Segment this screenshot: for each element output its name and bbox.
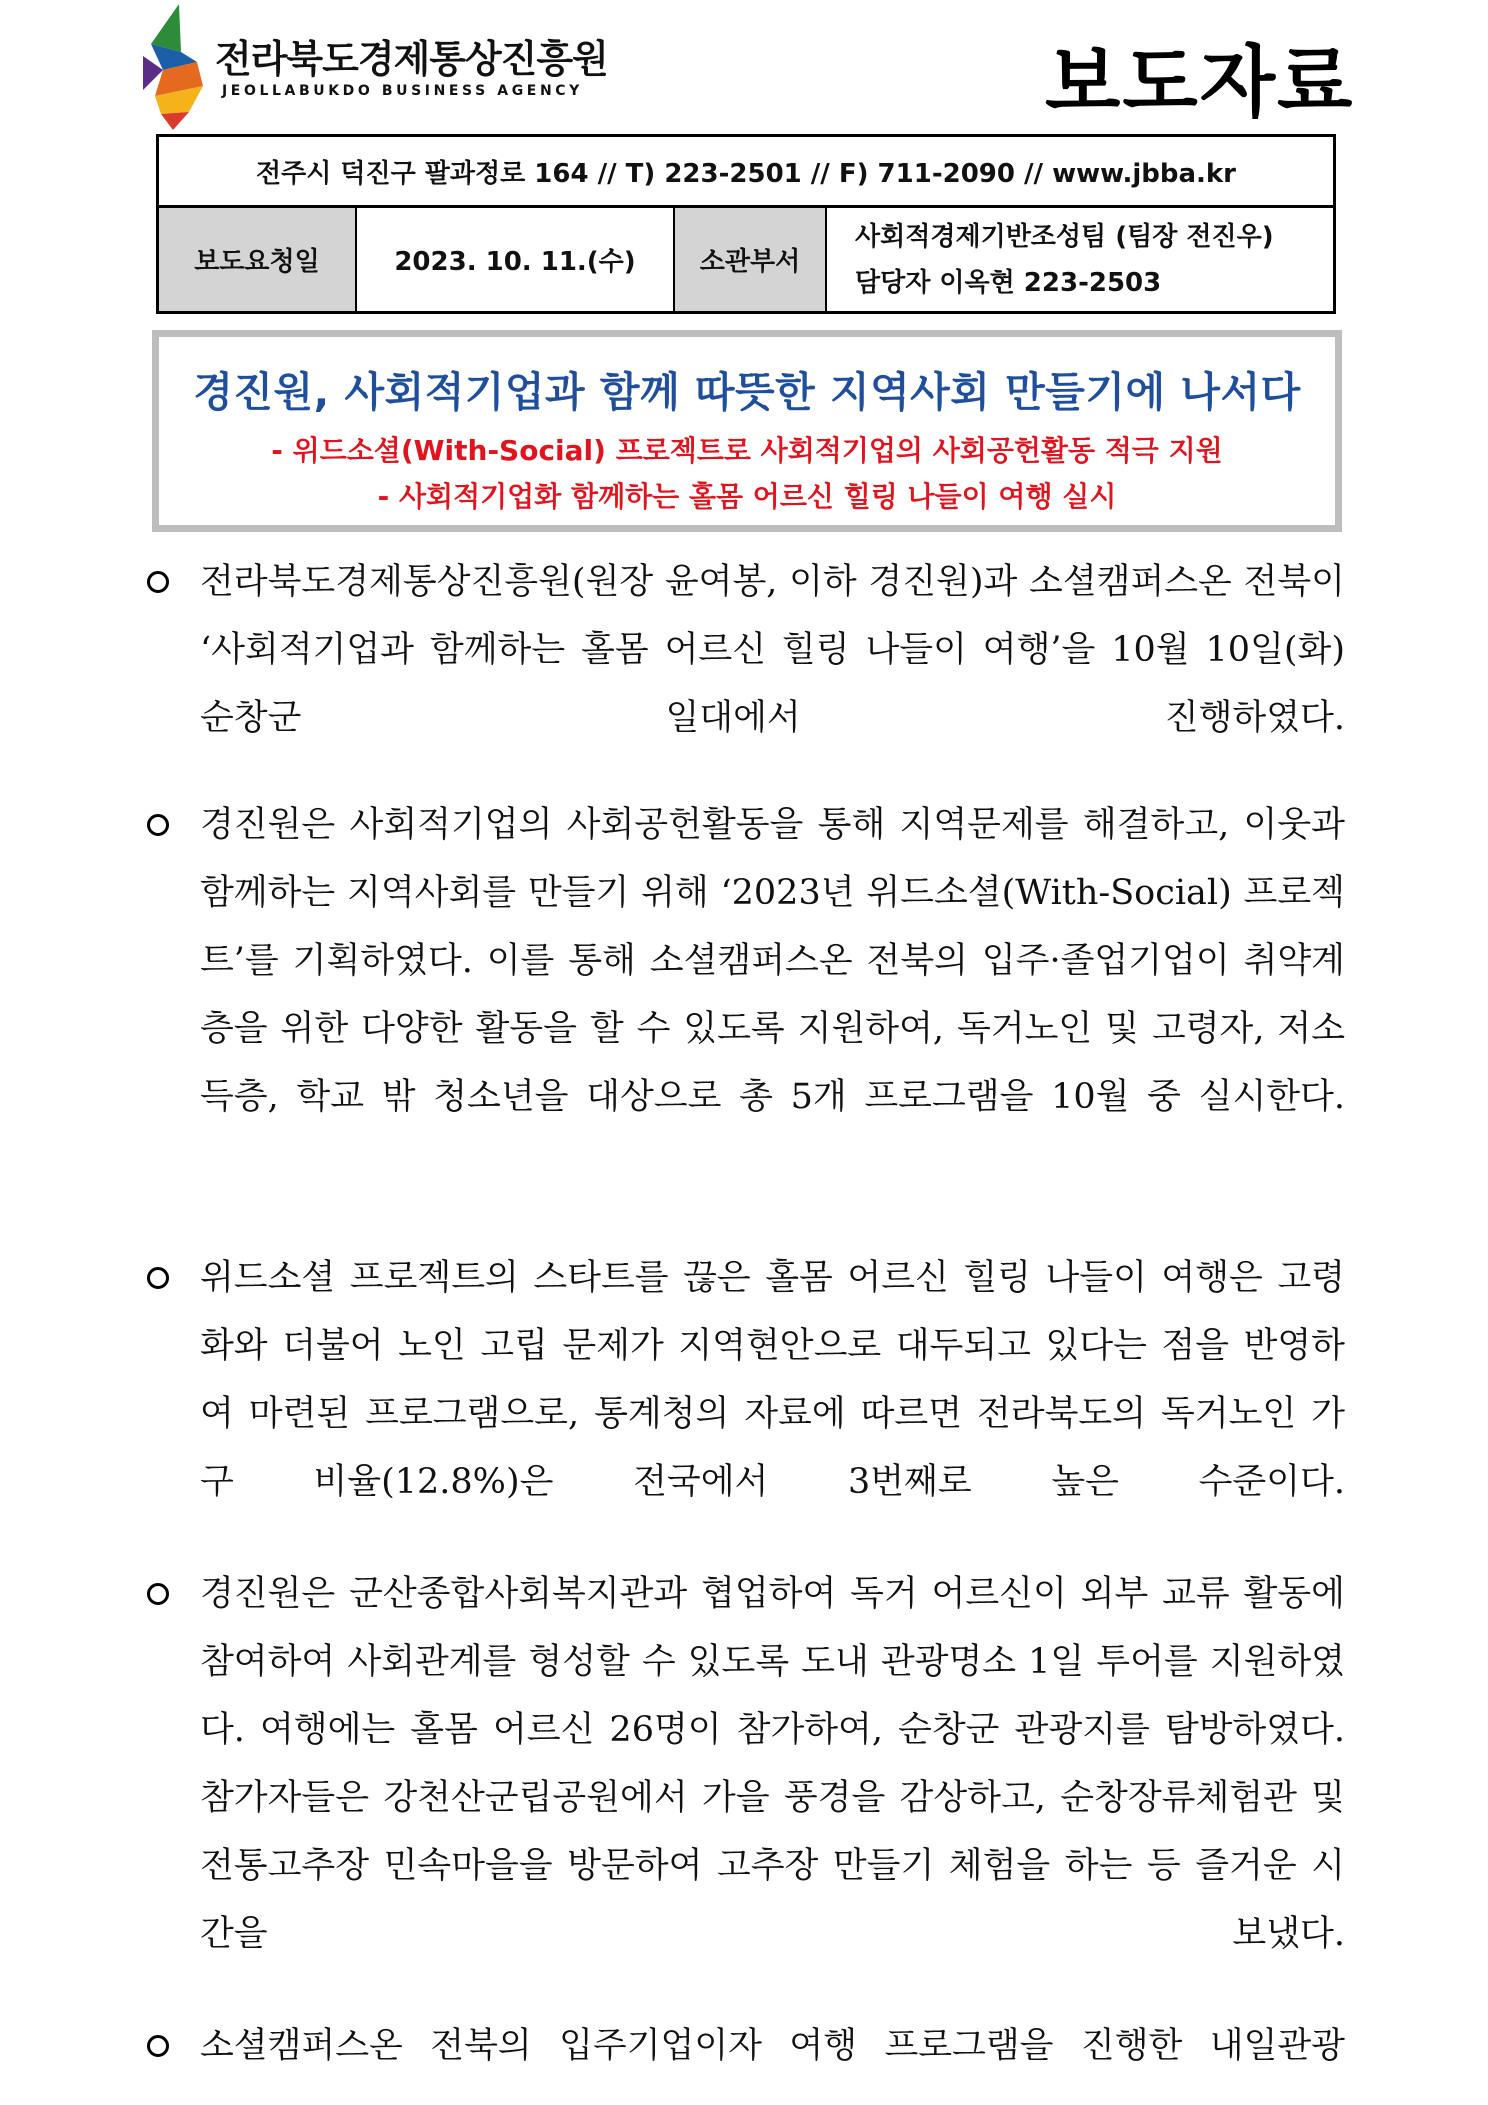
headline-title: 경진원, 사회적기업과 함께 따뜻한 지역사회 만들기에 나서다 [193, 368, 1301, 416]
headline-subtitle-1: - 위드소셜(With-Social) 프로젝트로 사회적기업의 사회공헌활동 적극 지원 [271, 434, 1223, 467]
info-table [156, 134, 1336, 314]
circle-bullet-icon [147, 814, 169, 836]
headline-subtitle-2: - 사회적기업화 함께하는 홀몸 어르신 힐링 나들이 여행 실시 [377, 480, 1117, 513]
circle-bullet-icon [147, 1267, 169, 1289]
circle-bullet-icon [147, 2035, 169, 2057]
document-type-title: 보도자료 [1045, 38, 1355, 128]
agency-logo [143, 4, 225, 130]
paragraph-text: 경진원은 사회적기업의 사회공헌활동을 통해 지역문제를 해결하고, 이웃과 함께하는 지역사회를 만들기 위해 ‘2023년 위드소셜(With-Social) 프로젝트’를 기획하였다. 이를 통해 소셜캠퍼스온 전북의 입주·졸업기업이 취약계층을 위한 다양한 활동을 할 수 있도록 지원하여, 독거노인 및 고령자, 저소득층, 학교 밖 청소년을 대상으로 총 5개 프로그램을 10월 중 실시한다. [200, 805, 1345, 1117]
contact-person: 담당자 이옥현 223-2503 [855, 267, 1162, 298]
circle-bullet-icon [147, 571, 169, 593]
date-label: 보도요청일 [159, 208, 357, 311]
paragraph-text: 경진원은 군산종합사회복지관과 협업하여 독거 어르신이 외부 교류 활동에 참여하여 사회관계를 형성할 수 있도록 도내 관광명소 1일 투어를 지원하였다. 여행에는 홀몸 어르신 26명이 참가하여, 순창군 관광지를 탐방하였다. 참가자들은 강천산군립공원에서 가을 풍경을 감상하고, 순창장류체험관 및 전통고추장 민속마을을 방문하여 고추장 만들기 체험을 하는 등 즐거운 시간을 보냈다. [200, 1574, 1345, 1954]
paragraph-text: 위드소셜 프로젝트의 스타트를 끊은 홀몸 어르신 힐링 나들이 여행은 고령화와 더불어 노인 고립 문제가 지역현안으로 대두되고 있다는 점을 반영하여 마련된 프로그램으로, 통계청의 자료에 따르면 전라북도의 독거노인 가구 비율(12.8%)은 전국에서 3번째로 높은 수준이다. [200, 1258, 1345, 1502]
circle-bullet-icon [147, 1583, 169, 1605]
headline-box [152, 330, 1342, 532]
date-value: 2023. 10. 11.(수) [357, 208, 675, 311]
department-value: 사회적경제기반조성팀 (팀장 전진우) [855, 221, 1274, 252]
org-name: 전라북도경제통상진흥원 [215, 37, 608, 81]
paragraph-text: 소셜캠퍼스온 전북의 입주기업이자 여행 프로그램을 진행한 내일관광 [200, 2026, 1345, 2066]
department-label: 소관부서 [675, 208, 827, 311]
department-cell [827, 208, 1333, 311]
paragraph-text: 전라북도경제통상진흥원(원장 윤여봉, 이하 경진원)과 소셜캠퍼스온 전북이 ‘사회적기업과 함께하는 홀몸 어르신 힐링 나들이 여행’을 10월 10일(화) 순창군 일대에서 진행하였다. [200, 562, 1345, 738]
org-name-en: JEOLLABUKDO BUSINESS AGENCY [222, 83, 583, 99]
contact-line: 전주시 덕진구 팔과정로 164 // T) 223-2501 // F) 711-2090 // www.jbba.kr [159, 137, 1333, 208]
